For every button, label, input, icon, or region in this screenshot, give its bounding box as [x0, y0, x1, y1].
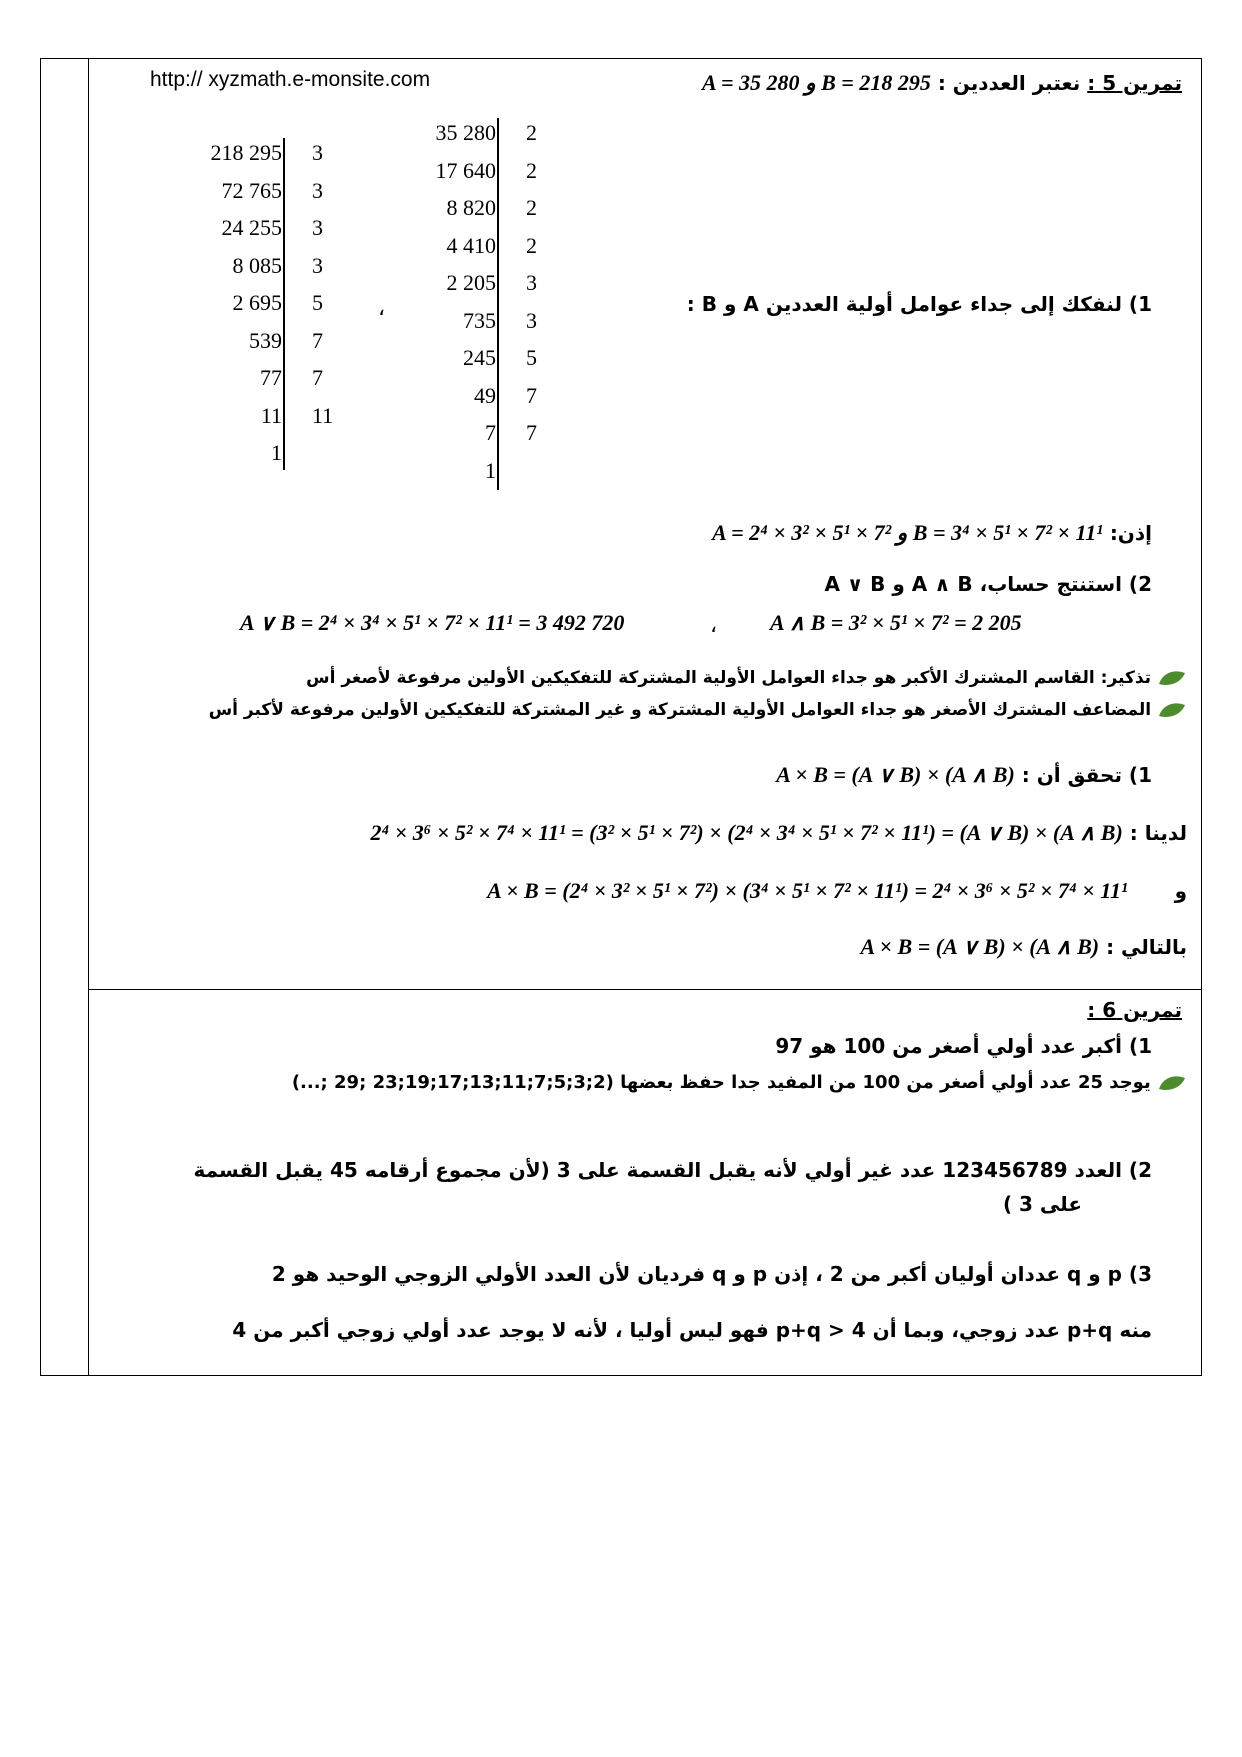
and-line — [487, 878, 1187, 904]
factor-cell: 7 — [526, 382, 537, 408]
lcm-formula: A ∨ B = 2⁴ × 3⁴ × 5¹ × 7² × 11¹ = 3 492 720 — [240, 610, 625, 635]
dividend-cell: 17 640 — [435, 157, 496, 183]
dividend-cell: 8 085 — [232, 252, 282, 278]
formula-separator: ، — [710, 612, 718, 637]
factor-cell: 7 — [312, 327, 323, 353]
we-have-label: لدينا : — [1129, 821, 1187, 845]
dividend-cell: 11 — [260, 402, 282, 428]
ex5-header — [702, 70, 1182, 96]
ex6-question-2-line1: 2) العدد 123456789 عدد غير أولي لأنه يقبل القسمة على 3 (لأن مجموع أرقامه 45 يقبل القسمة — [193, 1158, 1152, 1182]
then-formula: B = 3⁴ × 5¹ × 7² × 11¹ و A = 2⁴ × 3² × 5¹ × 7² — [712, 520, 1103, 545]
dividend-cell: 1 — [271, 440, 282, 465]
dividend-cell: 8 820 — [446, 195, 496, 220]
dividend-cell: 24 255 — [221, 215, 282, 240]
factor-cell: 5 — [312, 290, 323, 315]
ex5-title: تمرين 5 : — [1087, 71, 1182, 95]
factor-cell: 3 — [312, 140, 323, 165]
tables-comma: ، — [378, 295, 386, 320]
therefore-formula: (A ∧ B) × (A ∨ B) = A × B — [860, 934, 1100, 959]
factor-cell: 5 — [526, 345, 537, 370]
ex5-question-3 — [776, 762, 1152, 788]
we-have-formula: (A ∧ B) × (A ∨ B) = (2⁴ × 3⁴ × 5¹ × 7² × 11¹) × (3² × 5¹ × 7²) = 2⁴ × 3⁶ × 5² × 7⁴ × 11¹ — [370, 820, 1123, 845]
q3-formula: (A ∧ B) × (A ∨ B) = A × B — [776, 762, 1015, 787]
then-label: إذن: — [1109, 521, 1152, 545]
dividend-cell: 77 — [260, 365, 282, 390]
reminder-gcd-text: تذكير: القاسم المشترك الأكبر هو جداء العوامل الأولية المشتركة للتفكيكين الأولين مرفوعة لأصغر أس — [306, 668, 1152, 688]
dividend-cell: 245 — [463, 345, 496, 370]
factor-cell: 2 — [526, 195, 537, 220]
ex6-question-1: 1) أكبر عدد أولي أصغر من 100 هو 97 — [775, 1034, 1152, 1058]
factor-cell: 11 — [312, 402, 334, 428]
ex5-numbers: B = 218 295 و A = 35 280 — [702, 70, 931, 95]
factor-cell: 3 — [526, 270, 537, 295]
ex6-question-3-line1: 3) p و q عددان أوليان أكبر من 2 ، إذن p و q فرديان لأن العدد الأولي الزوجي الوحيد هو 2 — [271, 1262, 1152, 1286]
and-label: و — [1174, 879, 1187, 903]
therefore-line — [861, 934, 1187, 960]
dividend-cell: 49 — [474, 382, 496, 408]
and-formula: A × B = (2⁴ × 3² × 5¹ × 7²) × (3⁴ × 5¹ × 7² × 11¹) = 2⁴ × 3⁶ × 5² × 7⁴ × 11¹ — [487, 878, 1128, 903]
factor-cell: 2 — [526, 120, 537, 145]
factor-table-b-divider — [283, 138, 285, 470]
q3-label: 1) تحقق أن : — [1021, 763, 1152, 787]
dividend-cell: 35 280 — [435, 120, 496, 145]
factor-table-a-divider — [497, 118, 499, 490]
factor-cell: 3 — [312, 252, 323, 278]
factor-cell: 2 — [526, 157, 537, 183]
factor-cell: 2 — [526, 232, 537, 258]
margin-rule — [88, 58, 89, 1376]
leaf-bullet-icon — [1157, 701, 1187, 719]
dividend-cell: 2 695 — [232, 290, 282, 315]
ex5-then — [712, 520, 1152, 546]
factor-cell: 7 — [312, 365, 323, 390]
leaf-bullet-icon — [1157, 669, 1187, 687]
ex6-note — [292, 1072, 1187, 1093]
reminder-lcm-text: المضاعف المشترك الأصغر هو جداء العوامل الأولية المشتركة و غير المشتركة للتفكيكين الأولين مرفوعة لأكبر أس — [208, 700, 1152, 720]
factor-cell: 3 — [526, 307, 537, 333]
dividend-cell: 539 — [249, 327, 282, 353]
reminder-gcd — [306, 668, 1187, 688]
ex6-question-3-line2: منه p+q عدد زوجي، وبما أن p+q > 4 فهو ليس أوليا ، لأنه لا يوجد عدد أولي زوجي أكبر من 4 — [232, 1318, 1152, 1342]
ex6-title: تمرين 6 : — [1087, 998, 1182, 1022]
site-url: http:// xyzmath.e-monsite.com — [150, 68, 431, 91]
reminder-lcm — [209, 700, 1187, 720]
factor-cell: 3 — [312, 177, 323, 203]
ex6-note-text: يوجد 25 عدد أولي أصغر من 100 من المفيد جدا حفظ بعضها (2;3;5;7;11;13;17;19;23 ;29 ;...) — [291, 1072, 1151, 1093]
gcd-formula: A ∧ B = 3² × 5¹ × 7² = 2 205 — [770, 610, 1022, 635]
dividend-cell: 7 — [485, 420, 496, 445]
dividend-cell: 72 765 — [221, 177, 282, 203]
factor-cell: 3 — [312, 215, 323, 240]
ex5-question-1: 1) لنفكك إلى جداء عوامل أولية العددين A و B : — [686, 292, 1152, 316]
dividend-cell: 1 — [485, 457, 496, 483]
exercise-separator — [88, 989, 1202, 990]
leaf-bullet-icon — [1157, 1074, 1187, 1092]
dividend-cell: 4 410 — [446, 232, 496, 258]
dividend-cell: 218 295 — [210, 140, 282, 165]
factor-cell: 7 — [526, 420, 537, 445]
ex5-intro: نعتبر العددين : — [937, 71, 1081, 95]
therefore-label: بالتالي : — [1106, 935, 1187, 959]
ex6-question-2-line2: على 3 ) — [1002, 1192, 1082, 1216]
we-have-line — [371, 820, 1187, 846]
dividend-cell: 735 — [463, 307, 496, 333]
ex5-question-2: 2) استنتج حساب، A ∧ B و A ∨ B — [824, 572, 1152, 596]
dividend-cell: 2 205 — [446, 270, 496, 295]
